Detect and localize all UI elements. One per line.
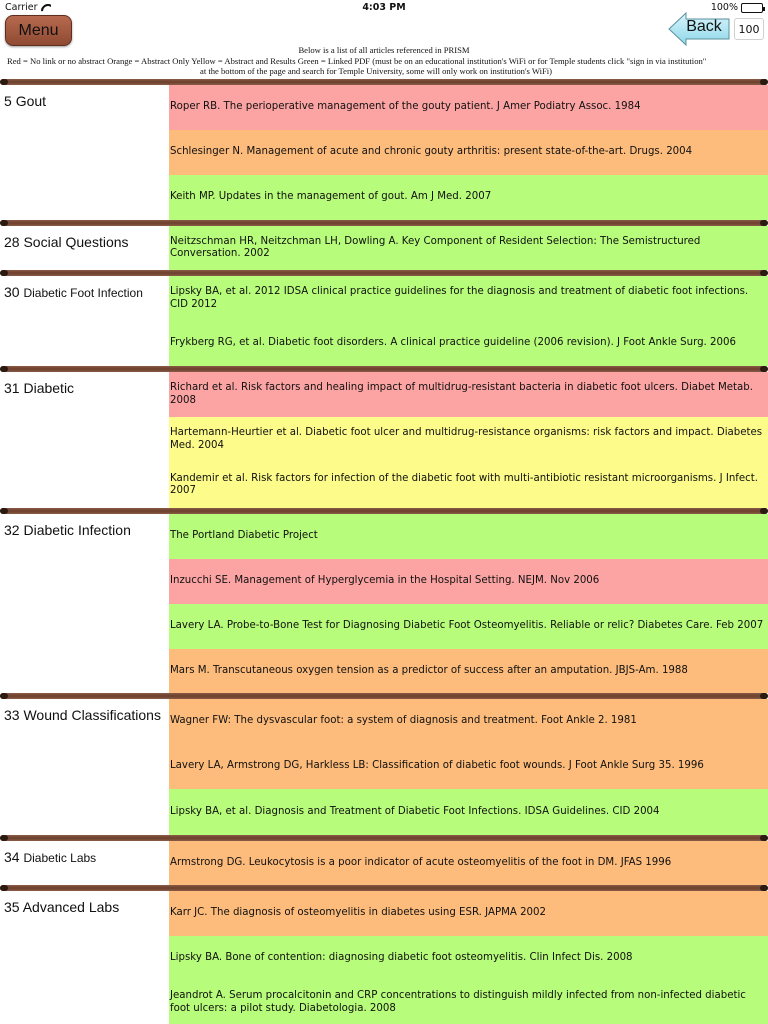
- reference-item[interactable]: Schlesinger N. Management of acute and chronic gouty arthritis: present state-of-the-art. Drugs. 2004: [169, 130, 768, 175]
- section-number: 5: [4, 93, 16, 109]
- section-number: 28: [4, 234, 24, 250]
- section-name: Diabetic Labs: [23, 851, 97, 865]
- section-number: 34: [4, 849, 24, 865]
- section-name: Gout: [15, 93, 47, 109]
- reference-item[interactable]: Inzucchi SE. Management of Hyperglycemia in the Hospital Setting. NEJM. Nov 2006: [169, 559, 768, 604]
- reference-item[interactable]: Neitzschman HR, Neitzchman LH, Dowling A. Key Component of Resident Selection: The Semistructured Conversation. 2002: [169, 226, 768, 270]
- section-name: Wound Classifications: [23, 707, 161, 723]
- battery-percent: 100%: [710, 2, 738, 13]
- section-number: 35: [4, 899, 23, 915]
- section-title: [4, 284, 143, 300]
- section-title: [4, 899, 119, 915]
- reference-item[interactable]: Jeandrot A. Serum procalcitonin and CRP concentrations to distinguish mildly infected from non-infected diabetic foot ulcers: a pilot study. Diabetologia. 2008: [169, 981, 768, 1024]
- carrier-label: Carrier: [5, 2, 38, 13]
- reference-item[interactable]: Kandemir et al. Risk factors for infection of the diabetic foot with multi-antibiotic resistant microorganisms. J Infect. 2007: [169, 462, 768, 508]
- menu-button[interactable]: Menu: [5, 15, 72, 46]
- section-title: [4, 380, 74, 396]
- reference-item[interactable]: Lipsky BA, et al. 2012 IDSA clinical practice guidelines for the diagnosis and treatment of diabetic foot infections. CID 2012: [169, 276, 768, 321]
- reference-item[interactable]: Lipsky BA, et al. Diagnosis and Treatment of Diabetic Foot Infections. IDSA Guidelines. CID 2004: [169, 789, 768, 835]
- reference-item[interactable]: Lavery LA, Armstrong DG, Harkless LB: Classification of diabetic foot wounds. J Foot Ankle Surg 35. 1996: [169, 744, 768, 789]
- reference-item[interactable]: Keith MP. Updates in the management of gout. Am J Med. 2007: [169, 175, 768, 220]
- reference-item[interactable]: Roper RB. The perioperative management of the gouty patient. J Amer Podiatry Assoc. 1984: [169, 85, 768, 130]
- section-title: [4, 849, 96, 865]
- reference-item[interactable]: Lavery LA. Probe-to-Bone Test for Diagnosing Diabetic Foot Osteomyelitis. Reliable or relic? Diabetes Care. Feb 2007: [169, 604, 768, 649]
- section-number: 31: [4, 380, 24, 396]
- section-number: 30: [4, 284, 24, 300]
- section-name: Diabetic: [23, 380, 75, 396]
- reference-item[interactable]: Karr JC. The diagnosis of osteomyelitis in diabetes using ESR. JAPMA 2002: [169, 891, 768, 936]
- section-title: [4, 707, 161, 723]
- reference-count-field[interactable]: 100: [734, 18, 764, 40]
- reference-item[interactable]: Lipsky BA. Bone of contention: diagnosing diabetic foot osteomyelitis. Clin Infect Dis. 2008: [169, 936, 768, 981]
- section-title: [4, 234, 129, 250]
- back-label: Back: [686, 18, 722, 35]
- legend-block: [0, 45, 768, 77]
- color-legend-continued: at the bottom of the page and search for Temple University, some will only work on institution's WiFi): [200, 66, 553, 76]
- reference-item[interactable]: Wagner FW: The dysvascular foot: a system of diagnosis and treatment. Foot Ankle 2. 1981: [169, 699, 768, 744]
- section-number: 32: [4, 522, 24, 538]
- reference-item[interactable]: Frykberg RG, et al. Diabetic foot disorders. A clinical practice guideline (2006 revision). J Foot Ankle Surg. 2006: [169, 321, 768, 366]
- section-name: Advanced Labs: [22, 899, 120, 915]
- reference-item[interactable]: Mars M. Transcutaneous oxygen tension as a predictor of success after an amputation. JBJS-Am. 1988: [169, 649, 768, 693]
- color-legend: Red = No link or no abstract Orange = Abstract Only Yellow = Abstract and Results Green = Linked PDF (must be on an educational institution's WiFi or for Temple students click "sign in via institution": [7, 55, 707, 66]
- section-name: Diabetic Infection: [23, 522, 131, 538]
- section-name: Social Questions: [23, 234, 129, 250]
- status-time: 4:03 PM: [362, 2, 406, 13]
- section-title: [4, 522, 131, 538]
- reference-item[interactable]: The Portland Diabetic Project: [169, 514, 768, 559]
- section-name: Diabetic Foot Infection: [23, 286, 143, 300]
- battery-icon: [741, 3, 763, 13]
- section-title: [4, 93, 46, 109]
- reference-item[interactable]: Richard et al. Risk factors and healing impact of multidrug-resistant bacteria in diabetic foot ulcers. Diabet Metab. 2008: [169, 372, 768, 417]
- status-bar: [0, 0, 768, 16]
- back-button[interactable]: [668, 12, 731, 46]
- intro-text: Below is a list of all articles referenced in PRISM: [298, 45, 470, 55]
- reference-item[interactable]: Armstrong DG. Leukocytosis is a poor indicator of acute osteomyelitis of the foot in DM. JFAS 1996: [169, 841, 768, 885]
- section-number: 33: [4, 707, 24, 723]
- reference-item[interactable]: Hartemann-Heurtier et al. Diabetic foot ulcer and multidrug-resistance organisms: risk factors and impact. Diabetes Med. 2004: [169, 417, 768, 462]
